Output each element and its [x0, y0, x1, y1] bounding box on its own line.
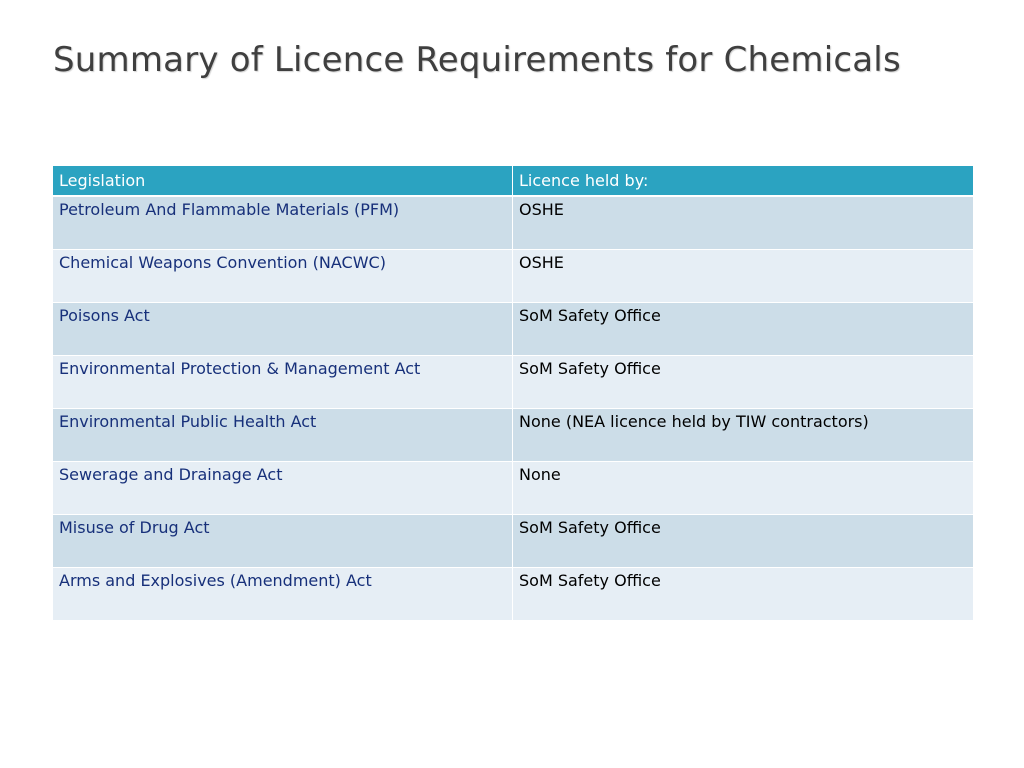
table-row	[53, 356, 974, 409]
licence-holder-cell: SoM Safety Office	[513, 303, 974, 356]
licence-holder-cell: SoM Safety Office	[513, 515, 974, 568]
licence-holder-cell: OSHE	[513, 196, 974, 250]
column-header-legislation: Legislation	[53, 166, 513, 197]
table-row	[53, 515, 974, 568]
table-row	[53, 462, 974, 515]
legislation-cell: Arms and Explosives (Amendment) Act	[53, 568, 513, 621]
licence-holder-cell: None	[513, 462, 974, 515]
table-header-row	[53, 166, 974, 197]
legislation-cell: Misuse of Drug Act	[53, 515, 513, 568]
licence-holder-cell: None (NEA licence held by TIW contractors)	[513, 409, 974, 462]
legislation-cell: Chemical Weapons Convention (NACWC)	[53, 250, 513, 303]
table-row	[53, 568, 974, 621]
legislation-cell: Sewerage and Drainage Act	[53, 462, 513, 515]
legislation-cell: Environmental Protection & Management Act	[53, 356, 513, 409]
column-header-licence-holder: Licence held by:	[513, 166, 974, 197]
table-row	[53, 250, 974, 303]
licence-holder-cell: SoM Safety Office	[513, 356, 974, 409]
table-row	[53, 196, 974, 250]
legislation-cell: Environmental Public Health Act	[53, 409, 513, 462]
page-title: Summary of Licence Requirements for Chemicals	[53, 40, 901, 80]
licence-holder-cell: OSHE	[513, 250, 974, 303]
legislation-cell: Petroleum And Flammable Materials (PFM)	[53, 196, 513, 250]
licence-table	[52, 165, 974, 621]
table-row	[53, 409, 974, 462]
licence-holder-cell: SoM Safety Office	[513, 568, 974, 621]
table-row	[53, 303, 974, 356]
legislation-cell: Poisons Act	[53, 303, 513, 356]
